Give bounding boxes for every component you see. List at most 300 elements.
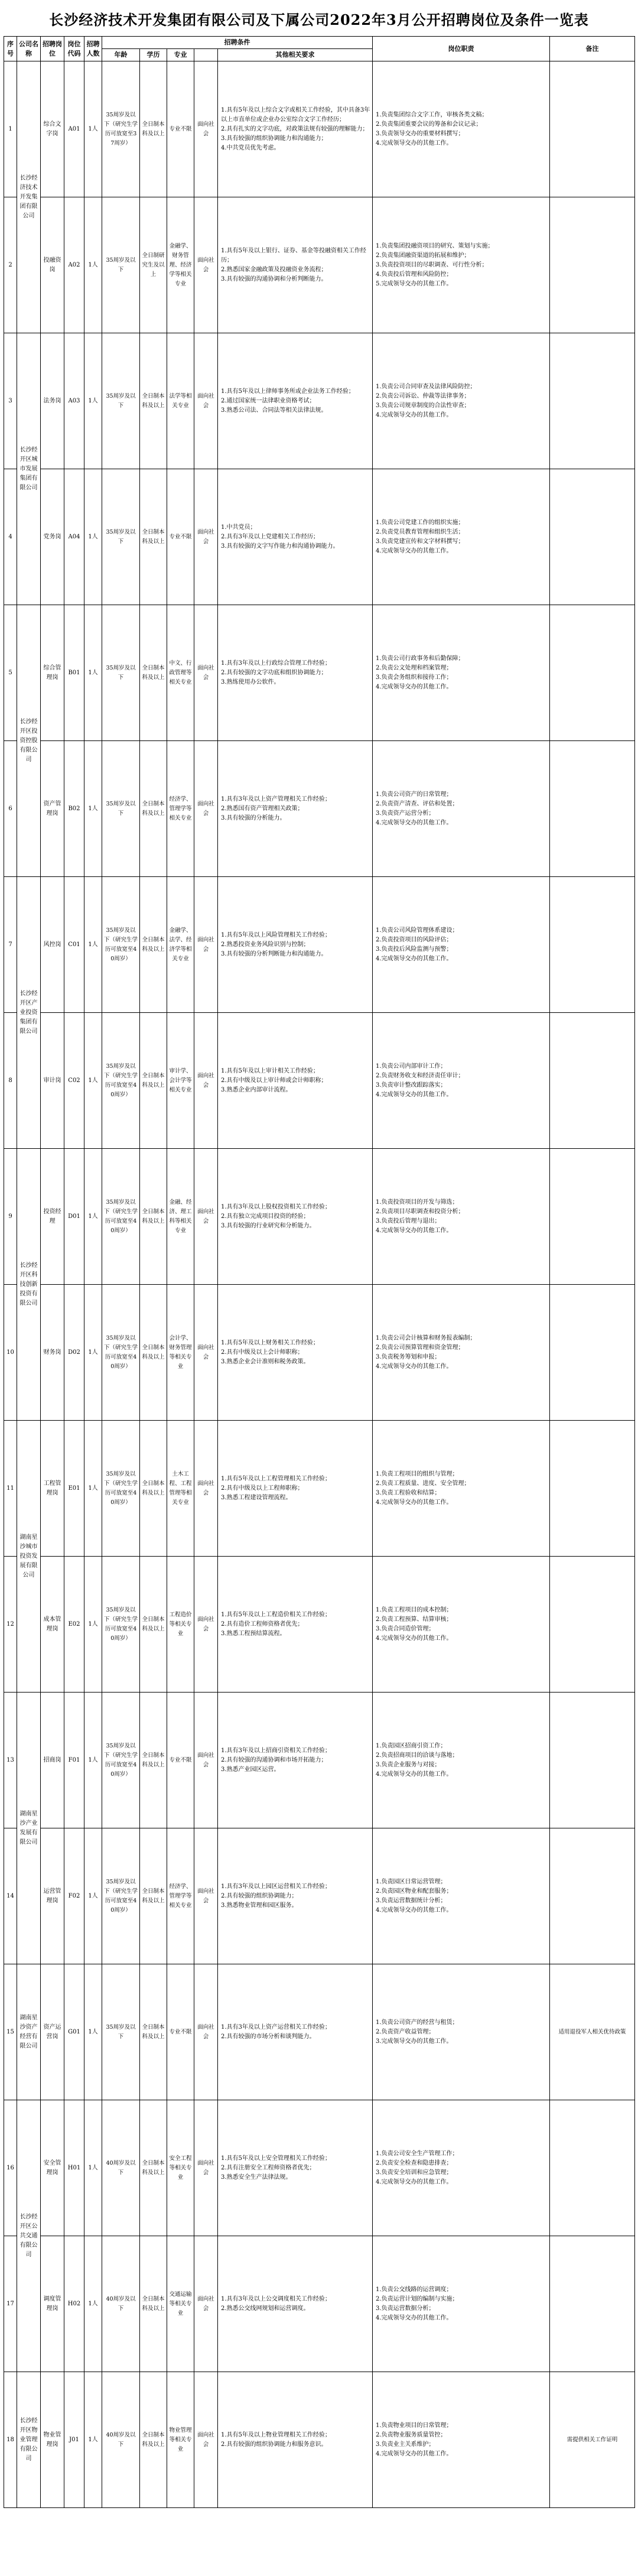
cell-major: 专业不限 bbox=[167, 61, 194, 197]
other-requirement-line: 1.具有3年及以上行政综合管理工作经验； bbox=[221, 660, 331, 667]
duty-line: 3.负责审计整改跟踪落实； bbox=[376, 1081, 447, 1089]
cell-count: 1人 bbox=[84, 1421, 102, 1557]
other-requirement-line: 3.具有较强的行业研究和分析能力。 bbox=[221, 1222, 315, 1229]
cell-code: E01 bbox=[64, 1421, 84, 1557]
cell-age: 35周岁及以下 bbox=[102, 605, 140, 741]
cell-count: 1人 bbox=[84, 1828, 102, 1964]
duty-line: 1.负责投资项目的开发与筛选； bbox=[376, 1198, 458, 1206]
cell-note bbox=[550, 2100, 635, 2236]
cell-position: 风控岗 bbox=[41, 877, 64, 1013]
cell-note: 适用退役军人相关优待政策 bbox=[550, 1964, 635, 2100]
duty-line: 3.负责运营数据统计分析； bbox=[376, 1897, 447, 1904]
cell-note bbox=[550, 1557, 635, 1693]
cell-duty bbox=[373, 469, 550, 605]
cell-position: 工程管理岗 bbox=[41, 1421, 64, 1557]
duty-line: 1.负责工程项目的成本控制； bbox=[376, 1606, 453, 1613]
other-requirement-line: 3.具有较强的分析判断能力和沟通能力。 bbox=[221, 950, 327, 957]
table-row bbox=[4, 877, 635, 1013]
cell-count: 1人 bbox=[84, 333, 102, 469]
duty-line: 4.完成领导交办的其他工作。 bbox=[376, 411, 453, 418]
cell-count: 1人 bbox=[84, 1149, 102, 1285]
cell-position: 投资经理 bbox=[41, 1149, 64, 1285]
cell-duty bbox=[373, 2100, 550, 2236]
cell-edu: 全日制本科及以上 bbox=[140, 877, 167, 1013]
cell-extra: 面向社会 bbox=[194, 61, 218, 197]
cell-code: B01 bbox=[64, 605, 84, 741]
duty-line: 2.负责财务收支和经济责任审计； bbox=[376, 1072, 464, 1079]
cell-other bbox=[218, 1557, 373, 1693]
duty-line: 3.负责投后风险监测与预警； bbox=[376, 946, 453, 953]
cell-count: 1人 bbox=[84, 741, 102, 877]
header-note: 备注 bbox=[550, 37, 635, 61]
cell-age: 35周岁及以下（研究生学历可放宽至40周岁） bbox=[102, 1285, 140, 1421]
cell-extra: 面向社会 bbox=[194, 605, 218, 741]
duty-line: 2.负责招商项目的洽谈与落地； bbox=[376, 1752, 458, 1759]
other-requirement-line: 3.熟悉安全生产法律法规。 bbox=[221, 2174, 292, 2181]
cell-company: 长沙经开区城市发展集团有限公司 bbox=[17, 333, 41, 605]
cell-other bbox=[218, 197, 373, 333]
other-requirement-line: 1.具有3年及以上公交调度相关工作经验； bbox=[221, 2295, 331, 2302]
duty-line: 1.负责工程项目的组织与管理； bbox=[376, 1470, 458, 1477]
table-row bbox=[4, 605, 635, 741]
cell-code: B02 bbox=[64, 741, 84, 877]
cell-age: 35周岁及以下 bbox=[102, 197, 140, 333]
cell-other bbox=[218, 1421, 373, 1557]
cell-major: 金融学、财务管理、经济学等相关专业 bbox=[167, 197, 194, 333]
other-requirement-line: 3.熟悉产业园区运营。 bbox=[221, 1766, 280, 1773]
duty-line: 3.负责领导交办的重要材料撰写； bbox=[376, 130, 464, 137]
cell-duty bbox=[373, 741, 550, 877]
cell-code: E02 bbox=[64, 1557, 84, 1693]
duty-line: 4.完成领导交办的其他工作。 bbox=[376, 683, 453, 690]
duty-line: 2.负责项目尽职调查和投资分析； bbox=[376, 1208, 464, 1215]
duty-line: 4.完成领导交办的其他工作。 bbox=[376, 547, 453, 554]
other-requirement-line: 3.具有较强的文字写作能力和沟通协调能力。 bbox=[221, 543, 339, 550]
other-requirement-line: 1.具有3年及以上招商引资相关工作经验； bbox=[221, 1747, 331, 1754]
cell-major: 专业不限 bbox=[167, 469, 194, 605]
cell-count: 1人 bbox=[84, 469, 102, 605]
cell-age: 35周岁及以下 bbox=[102, 333, 140, 469]
duty-line: 1.负责公交线路的运营调度； bbox=[376, 2286, 453, 2293]
cell-extra: 面向社会 bbox=[194, 469, 218, 605]
cell-edu: 全日制本科及以上 bbox=[140, 741, 167, 877]
cell-note bbox=[550, 1149, 635, 1285]
cell-extra: 面向社会 bbox=[194, 1013, 218, 1149]
duty-line: 1.负责公司资产的日常管理； bbox=[376, 791, 453, 798]
cell-duty bbox=[373, 2372, 550, 2508]
duty-line: 2.负责集团融资渠道的拓展和维护； bbox=[376, 252, 470, 259]
cell-seq: 9 bbox=[4, 1149, 17, 1285]
cell-age: 35周岁及以下（研究生学历可放宽至37周岁） bbox=[102, 61, 140, 197]
table-row bbox=[4, 1828, 635, 1964]
table-row bbox=[4, 469, 635, 605]
duty-line: 3.完成领导交办的其他工作。 bbox=[376, 2038, 453, 2045]
cell-position: 综合文字岗 bbox=[41, 61, 64, 197]
duty-line: 2.负责物业服务质量管控； bbox=[376, 2431, 447, 2438]
duty-line: 4.完成领导交办的其他工作。 bbox=[376, 1091, 453, 1098]
duty-line: 2.负责党员教育管理和组织生活； bbox=[376, 528, 464, 535]
other-requirement-line: 1.具有5年及以上安全管理相关工作经验； bbox=[221, 2155, 331, 2162]
cell-code: A01 bbox=[64, 61, 84, 197]
cell-note bbox=[550, 1421, 635, 1557]
duty-line: 1.负责公司党建工作的组织实施； bbox=[376, 519, 464, 526]
duty-line: 3.负责合同造价管理； bbox=[376, 1625, 435, 1632]
cell-position: 招商岗 bbox=[41, 1693, 64, 1828]
header-seq: 序号 bbox=[4, 37, 17, 61]
table-row bbox=[4, 2372, 635, 2508]
cell-position: 财务岗 bbox=[41, 1285, 64, 1421]
cell-count: 1人 bbox=[84, 1964, 102, 2100]
duty-line: 2.负责工程预算、结算审核； bbox=[376, 1616, 453, 1623]
other-requirement-line: 1.具有5年及以上审计相关工作经验； bbox=[221, 1067, 319, 1074]
cell-note bbox=[550, 1013, 635, 1149]
duty-line: 2.负责运营计划的编制与实施； bbox=[376, 2295, 458, 2302]
duty-line: 3.负责党建宣传和文字材料撰写； bbox=[376, 538, 464, 545]
duty-line: 3.负责工程验收和结算； bbox=[376, 1489, 441, 1496]
cell-count: 1人 bbox=[84, 61, 102, 197]
cell-code: D01 bbox=[64, 1149, 84, 1285]
cell-extra: 面向社会 bbox=[194, 741, 218, 877]
cell-code: F01 bbox=[64, 1693, 84, 1828]
duty-line: 3.负责业主关系维护； bbox=[376, 2441, 435, 2448]
other-requirement-line: 2.具有较强的沟通协调和市场开拓能力； bbox=[221, 1756, 327, 1763]
cell-duty bbox=[373, 1693, 550, 1828]
cell-other bbox=[218, 1693, 373, 1828]
table-row bbox=[4, 197, 635, 333]
cell-age: 35周岁及以下 bbox=[102, 741, 140, 877]
cell-code: D02 bbox=[64, 1285, 84, 1421]
cell-major: 交通运输等相关专业 bbox=[167, 2236, 194, 2372]
duty-line: 1.负责公司合同审查及法律风险防控； bbox=[376, 383, 476, 390]
duty-line: 3.负责安全培训和应急管理； bbox=[376, 2169, 453, 2176]
cell-note bbox=[550, 469, 635, 605]
duty-line: 4.完成领导交办的其他工作。 bbox=[376, 1499, 453, 1506]
cell-count: 1人 bbox=[84, 1285, 102, 1421]
cell-major: 金融、经济、理工科等相关专业 bbox=[167, 1149, 194, 1285]
cell-other bbox=[218, 2100, 373, 2236]
cell-age: 35周岁及以下 bbox=[102, 469, 140, 605]
cell-extra: 面向社会 bbox=[194, 877, 218, 1013]
cell-note bbox=[550, 197, 635, 333]
cell-edu: 全日制本科及以上 bbox=[140, 2372, 167, 2508]
cell-duty bbox=[373, 2236, 550, 2372]
table-row bbox=[4, 61, 635, 197]
cell-edu: 全日制本科及以上 bbox=[140, 1964, 167, 2100]
other-requirement-line: 3.具有较强的组织协调能力和沟通能力； bbox=[221, 135, 327, 142]
duty-line: 1.负责公司内部审计工作； bbox=[376, 1063, 447, 1070]
cell-code: G01 bbox=[64, 1964, 84, 2100]
cell-extra: 面向社会 bbox=[194, 2100, 218, 2236]
duty-line: 1.负责园区日常运营管理； bbox=[376, 1878, 447, 1885]
other-requirement-line: 3.具有较强的分析能力。 bbox=[221, 814, 286, 821]
duty-line: 4.完成领导交办的其他工作。 bbox=[376, 819, 453, 826]
other-requirement-line: 1.具有3年及以上资产运营相关工作经验； bbox=[221, 2023, 331, 2031]
cell-edu: 全日制本科及以上 bbox=[140, 61, 167, 197]
cell-position: 法务岗 bbox=[41, 333, 64, 469]
header-count: 招聘人数 bbox=[84, 37, 102, 61]
cell-age: 35周岁及以下 bbox=[102, 1964, 140, 2100]
duty-line: 2.负责资产清查、评估和处置； bbox=[376, 800, 458, 807]
duty-line: 1.负责公司风险管理体系建设； bbox=[376, 927, 458, 934]
cell-duty bbox=[373, 1557, 550, 1693]
cell-position: 运营管理岗 bbox=[41, 1828, 64, 1964]
cell-seq: 2 bbox=[4, 197, 17, 333]
other-requirement-line: 2.具有扎实的文字功底，对政策法规有较强的理解能力； bbox=[221, 125, 369, 132]
other-requirement-line: 2.具有较强的文字功底和组织协调能力； bbox=[221, 669, 327, 676]
cell-count: 1人 bbox=[84, 1557, 102, 1693]
cell-edu: 全日制本科及以上 bbox=[140, 2236, 167, 2372]
duty-line: 2.负责公文处理和档案管理； bbox=[376, 664, 453, 671]
cell-major: 经济学、管理学等相关专业 bbox=[167, 1828, 194, 1964]
header-other: 其他相关要求 bbox=[218, 49, 373, 61]
cell-company: 长沙经济技术开发集团有限公司 bbox=[17, 61, 41, 333]
duty-line: 2.负责集团重要会议的筹备和会议记录； bbox=[376, 121, 482, 128]
table-row bbox=[4, 1964, 635, 2100]
duty-line: 1.负责园区招商引资工作； bbox=[376, 1742, 447, 1749]
duty-line: 4.完成领导交办的其他工作。 bbox=[376, 1227, 453, 1234]
duty-line: 4.完成领导交办的其他工作。 bbox=[376, 1906, 453, 1914]
cell-code: J01 bbox=[64, 2372, 84, 2508]
cell-extra: 面向社会 bbox=[194, 1557, 218, 1693]
cell-major: 会计学、财务管理等相关专业 bbox=[167, 1285, 194, 1421]
cell-count: 1人 bbox=[84, 877, 102, 1013]
cell-major: 工程造价等相关专业 bbox=[167, 1557, 194, 1693]
cell-note bbox=[550, 1693, 635, 1828]
other-requirement-line: 2.具有独立完成项目投资的经验； bbox=[221, 1213, 310, 1220]
cell-duty bbox=[373, 1285, 550, 1421]
duty-line: 1.负责公司行政事务和后勤保障； bbox=[376, 655, 464, 662]
other-requirement-line: 1.具有3年及以上园区运营相关工作经验； bbox=[221, 1883, 331, 1890]
cell-seq: 6 bbox=[4, 741, 17, 877]
cell-note bbox=[550, 877, 635, 1013]
cell-seq: 16 bbox=[4, 2100, 17, 2236]
duty-line: 1.负责公司安全生产管理工作； bbox=[376, 2150, 458, 2157]
cell-age: 35周岁及以下（研究生学历可放宽至40周岁） bbox=[102, 1693, 140, 1828]
cell-other bbox=[218, 61, 373, 197]
cell-duty bbox=[373, 877, 550, 1013]
duty-line: 2.负责公司诉讼、仲裁等法律事务； bbox=[376, 392, 470, 399]
other-requirement-line: 3.熟悉公司法、合同法等相关法律法规。 bbox=[221, 407, 327, 414]
cell-age: 40周岁及以下 bbox=[102, 2236, 140, 2372]
cell-code: A02 bbox=[64, 197, 84, 333]
table-row bbox=[4, 741, 635, 877]
other-requirement-line: 1.具有5年及以上工程管理相关工作经验； bbox=[221, 1475, 331, 1482]
duty-line: 4.完成领导交办的其他工作。 bbox=[376, 955, 453, 962]
cell-company: 长沙经开区科技创新投资有限公司 bbox=[17, 1149, 41, 1421]
duty-line: 3.负责公司规章制度的合法性审查； bbox=[376, 402, 470, 409]
cell-extra: 面向社会 bbox=[194, 333, 218, 469]
other-requirement-line: 2.熟悉国有资产管理相关政策； bbox=[221, 805, 304, 812]
cell-position: 党务岗 bbox=[41, 469, 64, 605]
table-row bbox=[4, 1557, 635, 1693]
other-requirement-line: 2.熟悉投资业务风险识别与控制； bbox=[221, 941, 310, 948]
cell-seq: 13 bbox=[4, 1693, 17, 1828]
cell-note bbox=[550, 1828, 635, 1964]
cell-extra: 面向社会 bbox=[194, 1421, 218, 1557]
cell-code: H02 bbox=[64, 2236, 84, 2372]
cell-major: 土木工程、工程管理等相关专业 bbox=[167, 1421, 194, 1557]
cell-duty bbox=[373, 1828, 550, 1964]
cell-extra: 面向社会 bbox=[194, 1693, 218, 1828]
cell-other bbox=[218, 333, 373, 469]
other-requirement-line: 1.具有5年及以上银行、证券、基金等投融资相关工作经历； bbox=[221, 247, 366, 264]
cell-position: 审计岗 bbox=[41, 1013, 64, 1149]
duty-line: 2.负责投资项目的风险评估； bbox=[376, 936, 453, 943]
table-row bbox=[4, 333, 635, 469]
duty-line: 3.负责运营数据分析； bbox=[376, 2305, 435, 2312]
duty-line: 3.负责税务筹划和申报； bbox=[376, 1353, 441, 1360]
cell-company: 长沙经开区物业管理有限公司 bbox=[17, 2372, 41, 2508]
other-requirement-line: 1.具有5年及以上财务相关工作经验； bbox=[221, 1339, 319, 1346]
cell-note bbox=[550, 2236, 635, 2372]
cell-company: 长沙经开区公共交通有限公司 bbox=[17, 2100, 41, 2372]
duty-line: 4.完成领导交办的其他工作。 bbox=[376, 1363, 453, 1370]
cell-major: 法学等相关专业 bbox=[167, 333, 194, 469]
cell-code: A04 bbox=[64, 469, 84, 605]
cell-duty bbox=[373, 1421, 550, 1557]
cell-age: 40周岁及以下 bbox=[102, 2372, 140, 2508]
other-requirement-line: 1.具有5年及以上物业管理相关工作经验； bbox=[221, 2431, 331, 2438]
other-requirement-line: 2.具有较强的组织协调能力和服务意识。 bbox=[221, 2441, 327, 2448]
cell-major: 专业不限 bbox=[167, 1964, 194, 2100]
cell-other bbox=[218, 1828, 373, 1964]
cell-major: 物业管理等相关专业 bbox=[167, 2372, 194, 2508]
other-requirement-line: 1.具有5年及以上风险管理相关工作经验； bbox=[221, 931, 331, 938]
header-duty: 岗位职责 bbox=[373, 37, 550, 61]
duty-line: 2.负责园区物业和配套服务； bbox=[376, 1888, 453, 1895]
cell-code: F02 bbox=[64, 1828, 84, 1964]
cell-edu: 全日制本科及以上 bbox=[140, 469, 167, 605]
page-title: 长沙经济技术开发集团有限公司及下属公司2022年3月公开招聘岗位及条件一览表 bbox=[49, 11, 589, 28]
cell-position: 成本管理岗 bbox=[41, 1557, 64, 1693]
recruitment-table bbox=[4, 36, 635, 2508]
table-body bbox=[4, 61, 635, 2508]
cell-major: 金融学、法学、经济学等相关专业 bbox=[167, 877, 194, 1013]
other-requirement-line: 2.具有中级及以上审计师或会计师职称； bbox=[221, 1077, 327, 1084]
cell-position: 资产管理岗 bbox=[41, 741, 64, 877]
other-requirement-line: 2.具有造价工程师资格者优先； bbox=[221, 1620, 304, 1628]
duty-line: 1.负责集团综合文字工作，审核各类文稿； bbox=[376, 111, 488, 118]
duty-line: 3.负责企业服务与对接； bbox=[376, 1761, 441, 1768]
cell-code: C02 bbox=[64, 1013, 84, 1149]
cell-extra: 面向社会 bbox=[194, 197, 218, 333]
other-requirement-line: 3.熟练使用办公软件。 bbox=[221, 678, 280, 686]
cell-age: 35周岁及以下（研究生学历可放宽至40周岁） bbox=[102, 877, 140, 1013]
cell-duty bbox=[373, 333, 550, 469]
table-row bbox=[4, 2100, 635, 2236]
cell-note bbox=[550, 741, 635, 877]
cell-seq: 11 bbox=[4, 1421, 17, 1557]
cell-company: 湖南星沙城市投资发展有限公司 bbox=[17, 1421, 41, 1693]
header-age: 年龄 bbox=[102, 49, 140, 61]
other-requirement-line: 2.熟悉公交线网规划和运营调度。 bbox=[221, 2305, 310, 2312]
cell-other bbox=[218, 877, 373, 1013]
cell-note bbox=[550, 1285, 635, 1421]
cell-other bbox=[218, 1964, 373, 2100]
cell-other bbox=[218, 1013, 373, 1149]
other-requirement-line: 1.具有5年及以上工程造价相关工作经验； bbox=[221, 1611, 331, 1618]
table-row bbox=[4, 1421, 635, 1557]
cell-extra: 面向社会 bbox=[194, 2372, 218, 2508]
cell-major: 经济学、管理学等相关专业 bbox=[167, 741, 194, 877]
other-requirement-line: 2.具有中级及以上工程师职称； bbox=[221, 1484, 304, 1492]
cell-seq: 10 bbox=[4, 1285, 17, 1421]
header-company: 公司名称 bbox=[17, 37, 41, 61]
other-requirement-line: 2.具有较强的市场分析和谈判能力。 bbox=[221, 2033, 315, 2040]
duty-line: 3.负责会务组织和接待工作； bbox=[376, 674, 453, 681]
header-conditions: 招聘条件 bbox=[102, 37, 373, 49]
other-requirement-line: 1.具有5年及以上律师事务所或企业法务工作经验； bbox=[221, 388, 354, 395]
cell-duty bbox=[373, 1964, 550, 2100]
duty-line: 2.负责资产收益管理； bbox=[376, 2028, 435, 2035]
cell-edu: 全日制本科及以上 bbox=[140, 1013, 167, 1149]
duty-line: 4.完成领导交办的其他工作。 bbox=[376, 139, 453, 147]
cell-extra: 面向社会 bbox=[194, 1964, 218, 2100]
other-requirement-line: 4.中共党员优先考虑。 bbox=[221, 144, 280, 151]
table-row bbox=[4, 1693, 635, 1828]
cell-other bbox=[218, 605, 373, 741]
other-requirement-line: 3.熟悉企业内部审计流程。 bbox=[221, 1086, 292, 1093]
duty-line: 1.负责公司资产的经营与租赁； bbox=[376, 2019, 458, 2026]
cell-duty bbox=[373, 605, 550, 741]
cell-other bbox=[218, 1285, 373, 1421]
cell-edu: 全日制本科及以上 bbox=[140, 1421, 167, 1557]
header-major: 专业 bbox=[167, 49, 194, 61]
duty-line: 2.负责工程质量、进度、安全管理； bbox=[376, 1480, 470, 1487]
table-row bbox=[4, 1285, 635, 1421]
cell-other bbox=[218, 469, 373, 605]
table-row bbox=[4, 1149, 635, 1285]
other-requirement-line: 2.通过国家统一法律职业资格考试； bbox=[221, 397, 315, 404]
cell-age: 35周岁及以下（研究生学历可放宽至40周岁） bbox=[102, 1828, 140, 1964]
duty-line: 5.完成领导交办的其他工作。 bbox=[376, 280, 453, 287]
other-requirement-line: 2.熟悉国家金融政策及投融资业务流程； bbox=[221, 266, 327, 273]
cell-duty bbox=[373, 1013, 550, 1149]
cell-position: 安全管理岗 bbox=[41, 2100, 64, 2236]
cell-seq: 14 bbox=[4, 1828, 17, 1964]
cell-position: 投融资岗 bbox=[41, 197, 64, 333]
cell-major: 中文、行政管理等相关专业 bbox=[167, 605, 194, 741]
cell-other bbox=[218, 2236, 373, 2372]
duty-line: 3.负责投后管理与退出； bbox=[376, 1217, 441, 1224]
other-requirement-line: 1.具有3年及以上股权投资相关工作经验； bbox=[221, 1203, 331, 1210]
cell-edu: 全日制本科及以上 bbox=[140, 605, 167, 741]
other-requirement-line: 1.具有5年及以上综合文字或相关工作经验，其中具备3年以上市直单位或企业办公室综合文字工作经历； bbox=[221, 106, 370, 123]
cell-seq: 7 bbox=[4, 877, 17, 1013]
cell-seq: 1 bbox=[4, 61, 17, 197]
cell-seq: 3 bbox=[4, 333, 17, 469]
cell-seq: 18 bbox=[4, 2372, 17, 2508]
cell-extra: 面向社会 bbox=[194, 1149, 218, 1285]
cell-seq: 4 bbox=[4, 469, 17, 605]
cell-position: 资产运营岗 bbox=[41, 1964, 64, 2100]
cell-seq: 5 bbox=[4, 605, 17, 741]
other-requirement-line: 3.熟悉工程建设管理流程。 bbox=[221, 1494, 292, 1501]
cell-note bbox=[550, 605, 635, 741]
cell-age: 35周岁及以下（研究生学历可放宽至40周岁） bbox=[102, 1149, 140, 1285]
cell-edu: 全日制本科及以上 bbox=[140, 1828, 167, 1964]
cell-seq: 17 bbox=[4, 2236, 17, 2372]
cell-duty bbox=[373, 61, 550, 197]
cell-extra: 面向社会 bbox=[194, 2236, 218, 2372]
cell-major: 安全工程等相关专业 bbox=[167, 2100, 194, 2236]
cell-count: 1人 bbox=[84, 2100, 102, 2236]
cell-age: 40周岁及以下 bbox=[102, 2100, 140, 2236]
other-requirement-line: 2.具有较强的组织协调能力； bbox=[221, 1892, 298, 1899]
cell-seq: 12 bbox=[4, 1557, 17, 1693]
cell-company: 湖南星沙资产经营有限公司 bbox=[17, 1964, 41, 2100]
table-row bbox=[4, 1013, 635, 1149]
